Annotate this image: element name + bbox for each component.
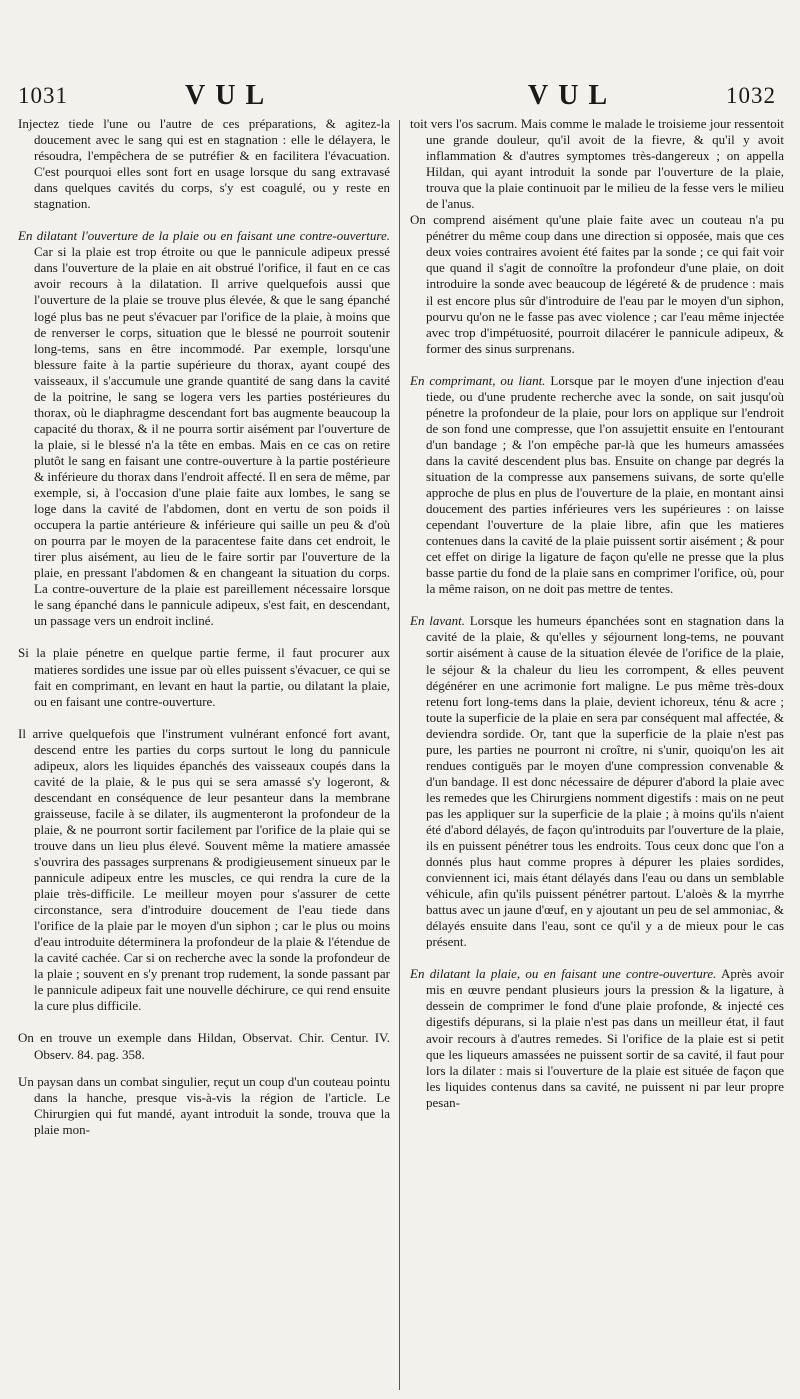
- column-divider: [399, 120, 400, 1390]
- paragraph-text: Lorsque par le moyen d'une injection d'eau tiede, ou d'une prudente recherche avec la sonde, on sait jusqu'où pénetre la profondeur de la plaie, pour lors on applique sur l'endroit de son fond une compresse, que l'on assujettit ensuite en l'entourant d'un bandage ; & l'on empêche par-là que les humeurs amassées dans la cavité descendent plus bas. Ensuite on change par degrés la situation de la compresse aux pansemens suivans, de sorte qu'elle approche de plus en plus de l'ouverture de la plaie, en montant ainsi doucement des parties inférieures vers les supérieures : on laisse cependant l'ouverture de la plaie libre, afin que les matieres contenues dans la cavité de la plaie puissent sortir aisément ; & pour cet effet on dirige la ligature de façon qu'elle ne presse que la plus basse partie du fond de la plaie sans en comprimer l'orifice, où, pour la même raison, on ne doit pas mettre de tentes.: [426, 372, 784, 597]
- left-page-number: 1031: [18, 83, 68, 108]
- paragraph: Il arrive quelquefois que l'instrument vulnérant enfoncé fort avant, descend entre les parties du corps surtout le long du pannicule adipeux, alors les liquides épanchés des vaisseaux coupés dans la cavité de la plaie, & le pus qui se sera amassé s'y logeront, & descendant en conséquence de leur pesanteur dans la membrane graisseuse, facile à se dilater, ils augmenteront la profondeur de la plaie, & ne pourront sortir facilement par l'orifice de la plaie qui se trouve dans un lieu plus élevé. Souvent même la matiere amassée s'ouvrira des passages surprenans & prodigieusement sinueux par le pannicule adipeux entre les muscles, ce qui rendra la cure de la plaie très-difficile. Le meilleur moyen pour s'assurer de cette circonstance, sera d'introduire doucement de l'eau tiede dans l'orifice de la plaie par le moyen d'un siphon ; car le plus ou moins d'eau introduite déterminera la profondeur de la plaie & l'étendue de la cavité cachée. Car si on recherche avec la sonde la profondeur de la plaie ; souvent en s'y prenant trop rudement, la sonde passant par le pannicule adipeux fait une nouvelle déchirure, ce qui rend ensuite la cure plus difficile.: [18, 725, 390, 1014]
- paragraph: On comprend aisément qu'une plaie faite avec un couteau n'a pu pénétrer du même coup dans une direction si opposée, mais que ces deux voies contraires avoient été faites par la sonde ; ce qui fait voir que quand il s'agit de connoître la profondeur d'une plaie, on doit introduire la sonde avec beaucoup de légéreté & de prudence : mais il est encore plus sûr d'introduire de l'eau par le moyen d'un siphon, pourvu qu'on ne le fasse pas avec violence ; car l'eau même injectée avec trop d'impétuosité, pourroit dilacérer le pannicule adipeux, & former des sinus surprenans.: [410, 212, 784, 356]
- paragraph-contre-ouverture: [410, 966, 784, 1110]
- paragraph-text: Après avoir mis en œuvre pendant plusieurs jours la pression & la ligature, à dessein de comprimer le fond d'une plaie profonde, & injecté ces digestifs dépurans, si la plaie n'est pas dans un meilleur état, il faut avoir recours à d'autres remedes. Si l'orifice de la plaie est si petit que les liqueurs amassées ne puissent sortir de sa cavité, il faut pour lors la dilater : mais si l'ouverture de la plaie est située de façon que les liquides contenus dans sa cavité, ne puissent ni par leur propre pesan-: [426, 966, 784, 1110]
- paragraph: Si la plaie pénetre en quelque partie ferme, il faut procurer aux matieres sordides une issue par où elles puissent s'évacuer, ce qui se fait en comprimant, en levant en haut la partie, ou dilatant la plaie, ou en faisant une contre-ouverture.: [18, 645, 390, 709]
- left-column: [18, 116, 390, 1138]
- paragraph: Injectez tiede l'une ou l'autre de ces préparations, & agitez-la doucement avec le sang qui est en stagnation : elle le délayera, le résoudra, l'empêchera de se putréfier & en facilitera l'évacuation. C'est pourquoi elles sont fort en usage lorsque du sang extravasé dans quelques cavités du corps, s'y est coagulé, ou y reste en stagnation.: [18, 116, 390, 212]
- paragraph: Un paysan dans un combat singulier, reçut un coup d'un couteau pointu dans la hanche, presque vis-à-vis la région de l'article. Le Chirurgien qui fut mandé, ayant introduit la sonde, trouva que la plaie mon-: [18, 1073, 390, 1137]
- paragraph-compression: [410, 373, 784, 598]
- paragraph: toit vers l'os sacrum. Mais comme le malade le troisieme jour ressentoit une grande douleur, qu'il avoit de la fievre, & qu'il y avoit inflammation & d'autres symptomes très-dangereux ; on appella Hildan, qui ayant introduit la sonde par l'ouverture de la plaie, trouva que la plaie continuoit par le milieu de la fesse vers le milieu de l'anus.: [410, 116, 784, 212]
- paragraph-lavage: [410, 613, 784, 950]
- right-column: [410, 116, 784, 1111]
- paragraph-lead: En lavant.: [410, 613, 465, 629]
- paragraph-dilatation: [18, 228, 390, 629]
- paragraph-citation: On en trouve un exemple dans Hildan, Observat. Chir. Centur. IV. Observ. 84. pag. 358.: [18, 1030, 390, 1062]
- paragraph-text: Lorsque les humeurs épanchées sont en stagnation dans la cavité de la plaie, & qu'elles y séjournent long-tems, ne pouvant sortir aisément à cause de la situation élevée de l'orifice de la plaie, le séjour & la chaleur du lieu les corrompent, & elles peuvent dégénérer en une acrimonie fort maligne. Le pus même très-doux retenu fort long-tems dans la plaie, devient ichoreux, ténu & acre ; toute la superficie de la plaie en sera par conséquent mal affectée, & deviendra sordide. Or, tant que la superficie de la plaie n'est pas pure, les parties ne pourront ni croître, ni s'unir, quoiqu'on les ait rendues contiguës par le moyen d'une compression convenable & d'un bandage. Il est donc nécessaire de dépurer d'abord la plaie avec les remedes que les Chirurgiens nomment digestifs : mais on ne peut pas les appliquer sur la superficie de la plaie ; à moins qu'ils n'aient été d'abord délayés, de façon qu'introduits par l'ouverture de la plaie, ils en puissent pénétrer tous les endroits. Tous ceux donc que l'on a donnés plus haut comme propres à dépurer les plaies sordides, conviennent ici, mais étant délayés dans l'eau ou dans un semblable véhicule, afin qu'ils puissent pénétrer partout. L'aloès & la myrrhe battus avec un jaune d'œuf, en y ajoutant un peu de sel ammoniac, & délayés ensuite dans l'eau, sont ce qu'il y a de mieux pour le cas présent.: [426, 613, 785, 950]
- left-running-head: VUL: [185, 80, 275, 111]
- right-running-head: VUL: [528, 80, 618, 111]
- paragraph-lead: En dilatant l'ouverture de la plaie ou en faisant une contre-ouverture.: [18, 228, 390, 244]
- right-page-number: 1032: [726, 83, 776, 108]
- paragraph-text: Car si la plaie est trop étroite ou que le pannicule adipeux pressé dans l'ouverture de la plaie en ait obstrué l'orifice, il faut en ce cas avoir recours à la dilatation. Il arrive quelquefois aussi que l'ouverture de la plaie se trouve plus élevée, & que le sang épanché logé plus bas ne peut s'évacuer par l'orifice de la plaie, à moins que de renverser le corps, situation que le blessé ne pourroit soutenir long-tems, sans en être incommodé. Par exemple, lorsqu'une blessure faite à la partie supérieure du thorax, ayant coupé des vaisseaux, il s'accumule une grande quantité de sang dans la cavité de la poitrine, le sang se logera vers les parties postérieures du thorax, où le diaphragme descendant fort bas augmente beaucoup la capacité du thorax, & il ne pourra sortir aisément par l'ouverture de la plaie, si le blessé n'a la tête en embas. Mais en ce cas on retire plutôt le sang en faisant une contre-ouverture à la partie postérieure & inférieure du thorax dans l'endroit affecté. Il en sera de même, par exemple, si, à l'occasion d'une plaie faite aux lombes, le sang se loge dans la cavité de l'abdomen, dont en vertu de son poids il occupera la partie antérieure & inférieure qui saille un peu & d'où on pourra par le moyen de la paracentese faite dans cet endroit, le tirer plus aisément, au lieu de le faire sortir par l'ouverture de la plaie, en pressant l'abdomen & en changeant la situation du corps. La contre-ouverture de la plaie est pareillement nécessaire lorsque le sang épanché dans le pannicule adipeux, s'est fait, en descendant, un passage vers un endroit incliné.: [34, 244, 390, 629]
- paragraph-lead: En dilatant la plaie, ou en faisant une contre-ouverture.: [410, 966, 717, 982]
- paragraph-lead: En comprimant, ou liant.: [410, 372, 546, 388]
